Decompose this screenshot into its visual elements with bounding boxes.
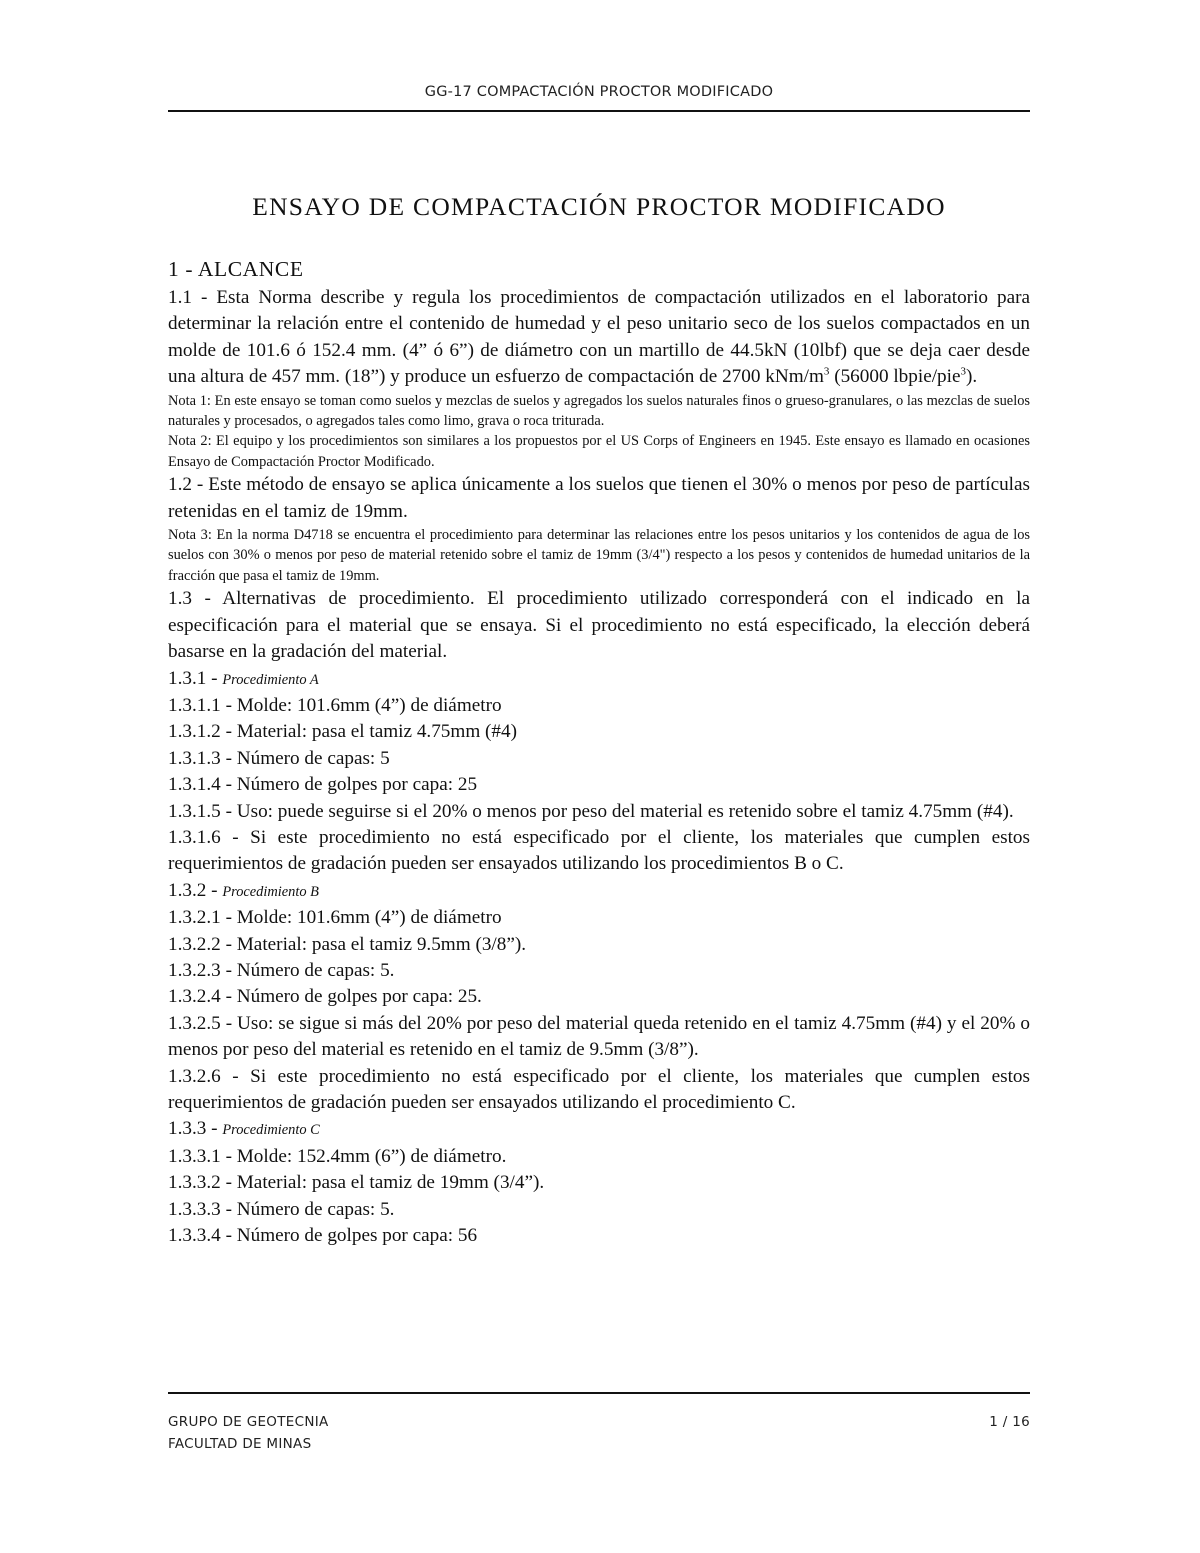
note-2: Nota 2: El equipo y los procedimientos son similares a los propuestos por el US Corps of Engineers en 1945. Este ensayo es llamado en ocasiones Ensayo de Compactación Proctor Modificado. (168, 433, 1030, 470)
item-1-3-1-5: 1.3.1.5 - Uso: puede seguirse si el 20% o menos por peso del material es retenido sobre el tamiz 4.75mm (#4). (168, 800, 1014, 822)
subsection-label: Procedimiento B (222, 883, 319, 900)
running-footer (168, 1411, 1030, 1455)
item-1-3-2-1: 1.3.2.1 - Molde: 101.6mm (4”) de diámetro (168, 907, 502, 929)
superscript: 3 (823, 365, 830, 378)
running-header: GG-17 COMPACTACIÓN PROCTOR MODIFICADO (424, 84, 774, 100)
note-3: Nota 3: En la norma D4718 se encuentra el procedimiento para determinar las relaciones entre los pesos unitarios y los contenidos de agua de los suelos con 30% o menos por peso de material retenido sobre el tamiz de 19mm (3/4") respecto a los pesos y contenidos de humedad unitarios de la fracción que pasa el tamiz de 19mm. (168, 527, 1030, 584)
subsection-number: 1.3.1 - (168, 667, 223, 689)
paragraph-1-1-text-c: ). (965, 366, 978, 388)
paragraph-1-3: 1.3 - Alternativas de procedimiento. El procedimiento utilizado corresponderá con el indicado en la especificación para el material que se ensaya. Si el procedimiento no está especificado, la elección deberá basarse en la gradación del material. (168, 588, 1030, 663)
item-1-3-1-2: 1.3.1.2 - Material: pasa el tamiz 4.75mm (#4) (168, 721, 518, 743)
item-1-3-2-2: 1.3.2.2 - Material: pasa el tamiz 9.5mm (3/8”). (168, 933, 527, 955)
paragraph-1-1-text-b: (56000 lbpie/pie (829, 366, 961, 388)
subsection-number: 1.3.3 - (168, 1118, 223, 1140)
footer-group-name: GRUPO DE GEOTECNIA (168, 1414, 329, 1430)
superscript: 3 (960, 365, 966, 378)
paragraph-1-2: 1.2 - Este método de ensayo se aplica únicamente a los suelos que tienen el 30% o menos por peso de partículas retenidas en el tamiz de 19mm. (168, 474, 1030, 522)
item-1-3-3-3: 1.3.3.3 - Número de capas: 5. (168, 1198, 395, 1220)
item-1-3-2-6: 1.3.2.6 - Si este procedimiento no está especificado por el cliente, los materiales que cumplen estos requerimientos de gradación pueden ser ensayados utilizando el procedimiento C. (168, 1065, 1030, 1113)
document-body (168, 253, 1030, 1249)
page-number: 1 / 16 (989, 1414, 1030, 1430)
paragraph-1-1 (168, 285, 1030, 391)
subsection-1-3-3 (168, 1116, 1030, 1143)
subsection-number: 1.3.2 - (168, 879, 223, 901)
item-1-3-3-4: 1.3.3.4 - Número de golpes por capa: 56 (168, 1225, 478, 1247)
header-divider (168, 110, 1030, 112)
item-1-3-2-3: 1.3.2.3 - Número de capas: 5. (168, 959, 395, 981)
document-title: ENSAYO DE COMPACTACIÓN PROCTOR MODIFICADO (252, 192, 946, 221)
item-1-3-2-5: 1.3.2.5 - Uso: se sigue si más del 20% por peso del material queda retenido en el tamiz 4.75mm (#4) y el 20% o menos por peso del material es retenido en el tamiz de 9.5mm (3/8”). (168, 1012, 1030, 1061)
item-1-3-1-1: 1.3.1.1 - Molde: 101.6mm (4”) de diámetro (168, 694, 502, 716)
paragraph-1-1-text: 1.1 - Esta Norma describe y regula los procedimientos de compactación utilizados en el laboratorio para determinar la relación entre el contenido de humedad y el peso unitario seco de los suelos compactados en un molde de 101.6 ó 152.4 mm. (4” ó 6”) de diámetro con un martillo de 44.5kN (10lbf) que se deja caer desde una altura de 457 mm. (18”) y produce un esfuerzo de compactación de 2700 kNm/m (168, 287, 1030, 388)
item-1-3-1-6: 1.3.1.6 - Si este procedimiento no está especificado por el cliente, los materiales que cumplen estos requerimientos de gradación pueden ser ensayados utilizando los procedimientos B o C. (168, 826, 1030, 875)
subsection-1-3-2 (168, 878, 1030, 905)
subsection-1-3-1 (168, 666, 1030, 693)
note-1: Nota 1: En este ensayo se toman como suelos y mezclas de suelos y agregados los suelos naturales finos o grueso-granulares, o las mezclas de suelos naturales y procesados, o agregados tales como limo, grava o roca triturada. (168, 392, 1030, 430)
subsection-label: Procedimiento A (222, 671, 319, 688)
footer-divider (168, 1392, 1030, 1394)
item-1-3-3-2: 1.3.3.2 - Material: pasa el tamiz de 19mm (3/4”). (168, 1172, 545, 1194)
item-1-3-3-1: 1.3.3.1 - Molde: 152.4mm (6”) de diámetro. (168, 1145, 507, 1167)
subsection-label: Procedimiento C (222, 1122, 320, 1139)
footer-faculty-name: FACULTAD DE MINAS (168, 1436, 312, 1452)
item-1-3-2-4: 1.3.2.4 - Número de golpes por capa: 25. (168, 986, 482, 1008)
item-1-3-1-4: 1.3.1.4 - Número de golpes por capa: 25 (168, 774, 478, 796)
section-heading: 1 - ALCANCE (168, 257, 304, 281)
item-1-3-1-3: 1.3.1.3 - Número de capas: 5 (168, 747, 390, 769)
